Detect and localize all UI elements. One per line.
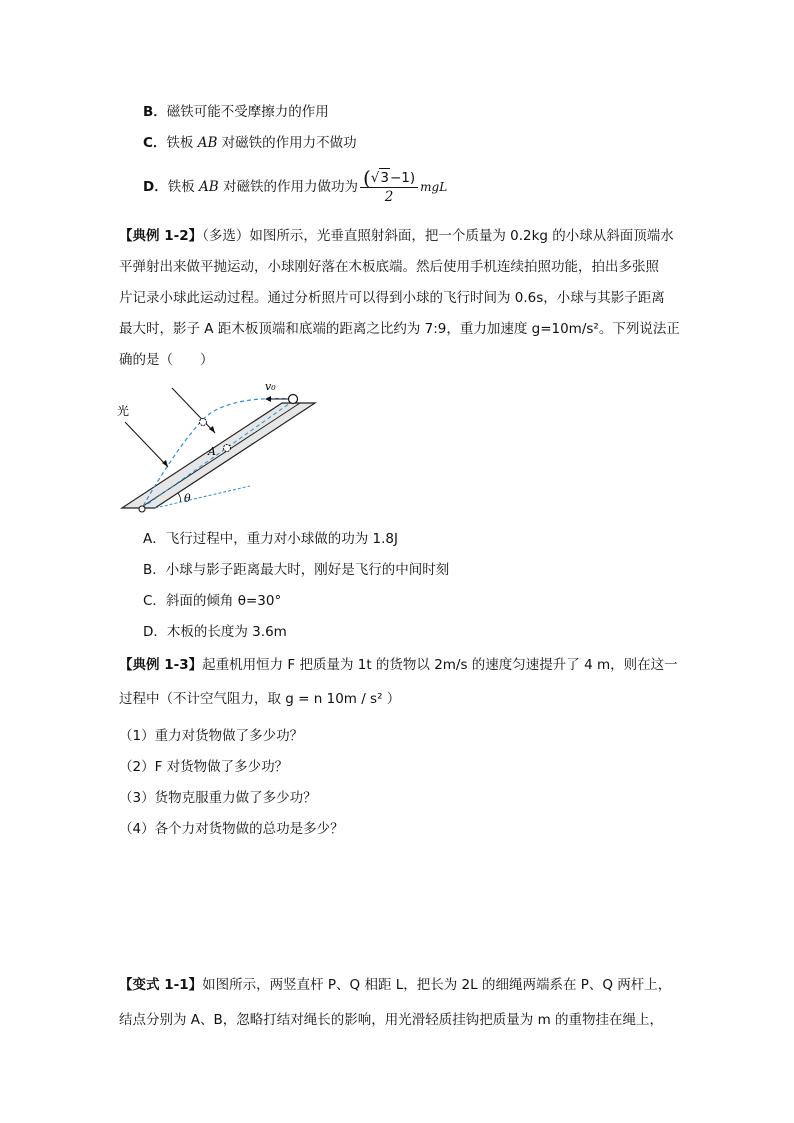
option-b-label: B． [143, 104, 167, 120]
v0-label: v₀ [265, 380, 276, 393]
option-d-ab: AB [199, 179, 219, 195]
sqrt-symbol: √ [370, 170, 380, 186]
ball-top [289, 395, 298, 404]
ex12-line2: 平弹射出来做平抛运动，小球刚好落在木板底端。然后使用手机连续拍照功能，拍出多张照 [119, 259, 659, 275]
ex13-tag: 【典例 1-3】 [119, 657, 203, 673]
option-c-suffix: 对磁铁的作用力不做功 [217, 135, 357, 151]
ex12-line4: 最大时，影子 A 距木板顶端和底端的距离之比约为 7:9，重力加速度 g=10m/s²。下列说法正 [119, 321, 680, 337]
option-d-fraction [360, 168, 418, 206]
ball-mid [200, 419, 207, 426]
theta-arc [178, 493, 181, 502]
frac-denominator: 2 [384, 189, 394, 205]
ex12-line3: 片记录小球此运动过程。通过分析照片可以得到小球的飞行时间为 0.6s，小球与其影子距离 [119, 290, 665, 306]
ex13-q1: （1）重力对货物做了多少功？ [119, 728, 304, 744]
ex12-option-a: A．飞行过程中，重力对小球做的功为 1.8J [143, 531, 398, 547]
ex12-option-b: B．小球与影子距离最大时，刚好是飞行的中间时刻 [143, 562, 450, 578]
ex12-line1 [119, 226, 674, 246]
var11-text1: 如图所示，两竖直杆 P、Q 相距 L，把长为 2L 的细绳两端系在 P、Q 两杆上， [202, 977, 672, 993]
option-d-prefix: 铁板 [167, 179, 200, 195]
option-d-label: D． [143, 179, 168, 195]
theta-label: θ [184, 492, 191, 505]
ex12-tag: 【典例 1-2】 [119, 228, 203, 244]
a-label: A [208, 445, 216, 458]
option-b [143, 102, 329, 122]
option-d-mid: 对磁铁的作用力做功为 [218, 179, 358, 195]
light-ray-1 [125, 422, 168, 467]
option-c-prefix: 铁板 [166, 135, 198, 151]
incline-figure [110, 375, 330, 520]
var11-tag: 【变式 1-1】 [119, 977, 203, 993]
shadow-a [224, 445, 231, 452]
option-b-text: 磁铁可能不受摩擦力的作用 [166, 104, 329, 120]
option-c [143, 133, 357, 153]
board-inner-edge [140, 403, 300, 508]
frac-left-paren: ( [362, 166, 371, 190]
ex13-line1 [119, 655, 678, 675]
ex12-text1: （多选）如图所示，光垂直照射斜面，把一个质量为 0.2kg 的小球从斜面顶端水 [202, 228, 674, 244]
option-d-tail: mgL [420, 180, 448, 194]
ex12-line5: 确的是（ ） [119, 352, 214, 368]
option-c-ab: AB [197, 135, 218, 151]
option-d [143, 164, 447, 210]
ex13-q4: （4）各个力对货物做的总功是多少？ [119, 821, 344, 837]
ex13-text1: 起重机用恒力 F 把质量为 1t 的货物以 2m/s 的速度匀速提升了 4 m，则在这一 [202, 657, 678, 673]
var11-line2: 结点分别为 A、B，忽略打结对绳长的影响，用光滑轻质挂钩把质量为 m 的重物挂在绳上， [119, 1012, 664, 1028]
ex13-line2: 过程中（不计空气阻力，取 g = n 10m / s² ） [119, 691, 401, 707]
v0-arrow-head [265, 396, 271, 402]
ex12-option-d: D．木板的长度为 3.6m [143, 624, 287, 640]
light-ray-2 [172, 388, 215, 433]
ball-bottom [139, 506, 145, 512]
sqrt-value: 3 [380, 170, 389, 186]
ex13-q3: （3）货物克服重力做了多少功？ [119, 790, 317, 806]
ex13-q2: （2）F 对货物做了多少功？ [119, 759, 289, 775]
ex12-option-c: C．斜面的倾角 θ=30° [143, 593, 282, 609]
light-label: 光 [117, 404, 130, 418]
option-c-label: C． [143, 135, 167, 151]
frac-right: −1) [390, 170, 416, 186]
var11-line1 [119, 975, 671, 995]
